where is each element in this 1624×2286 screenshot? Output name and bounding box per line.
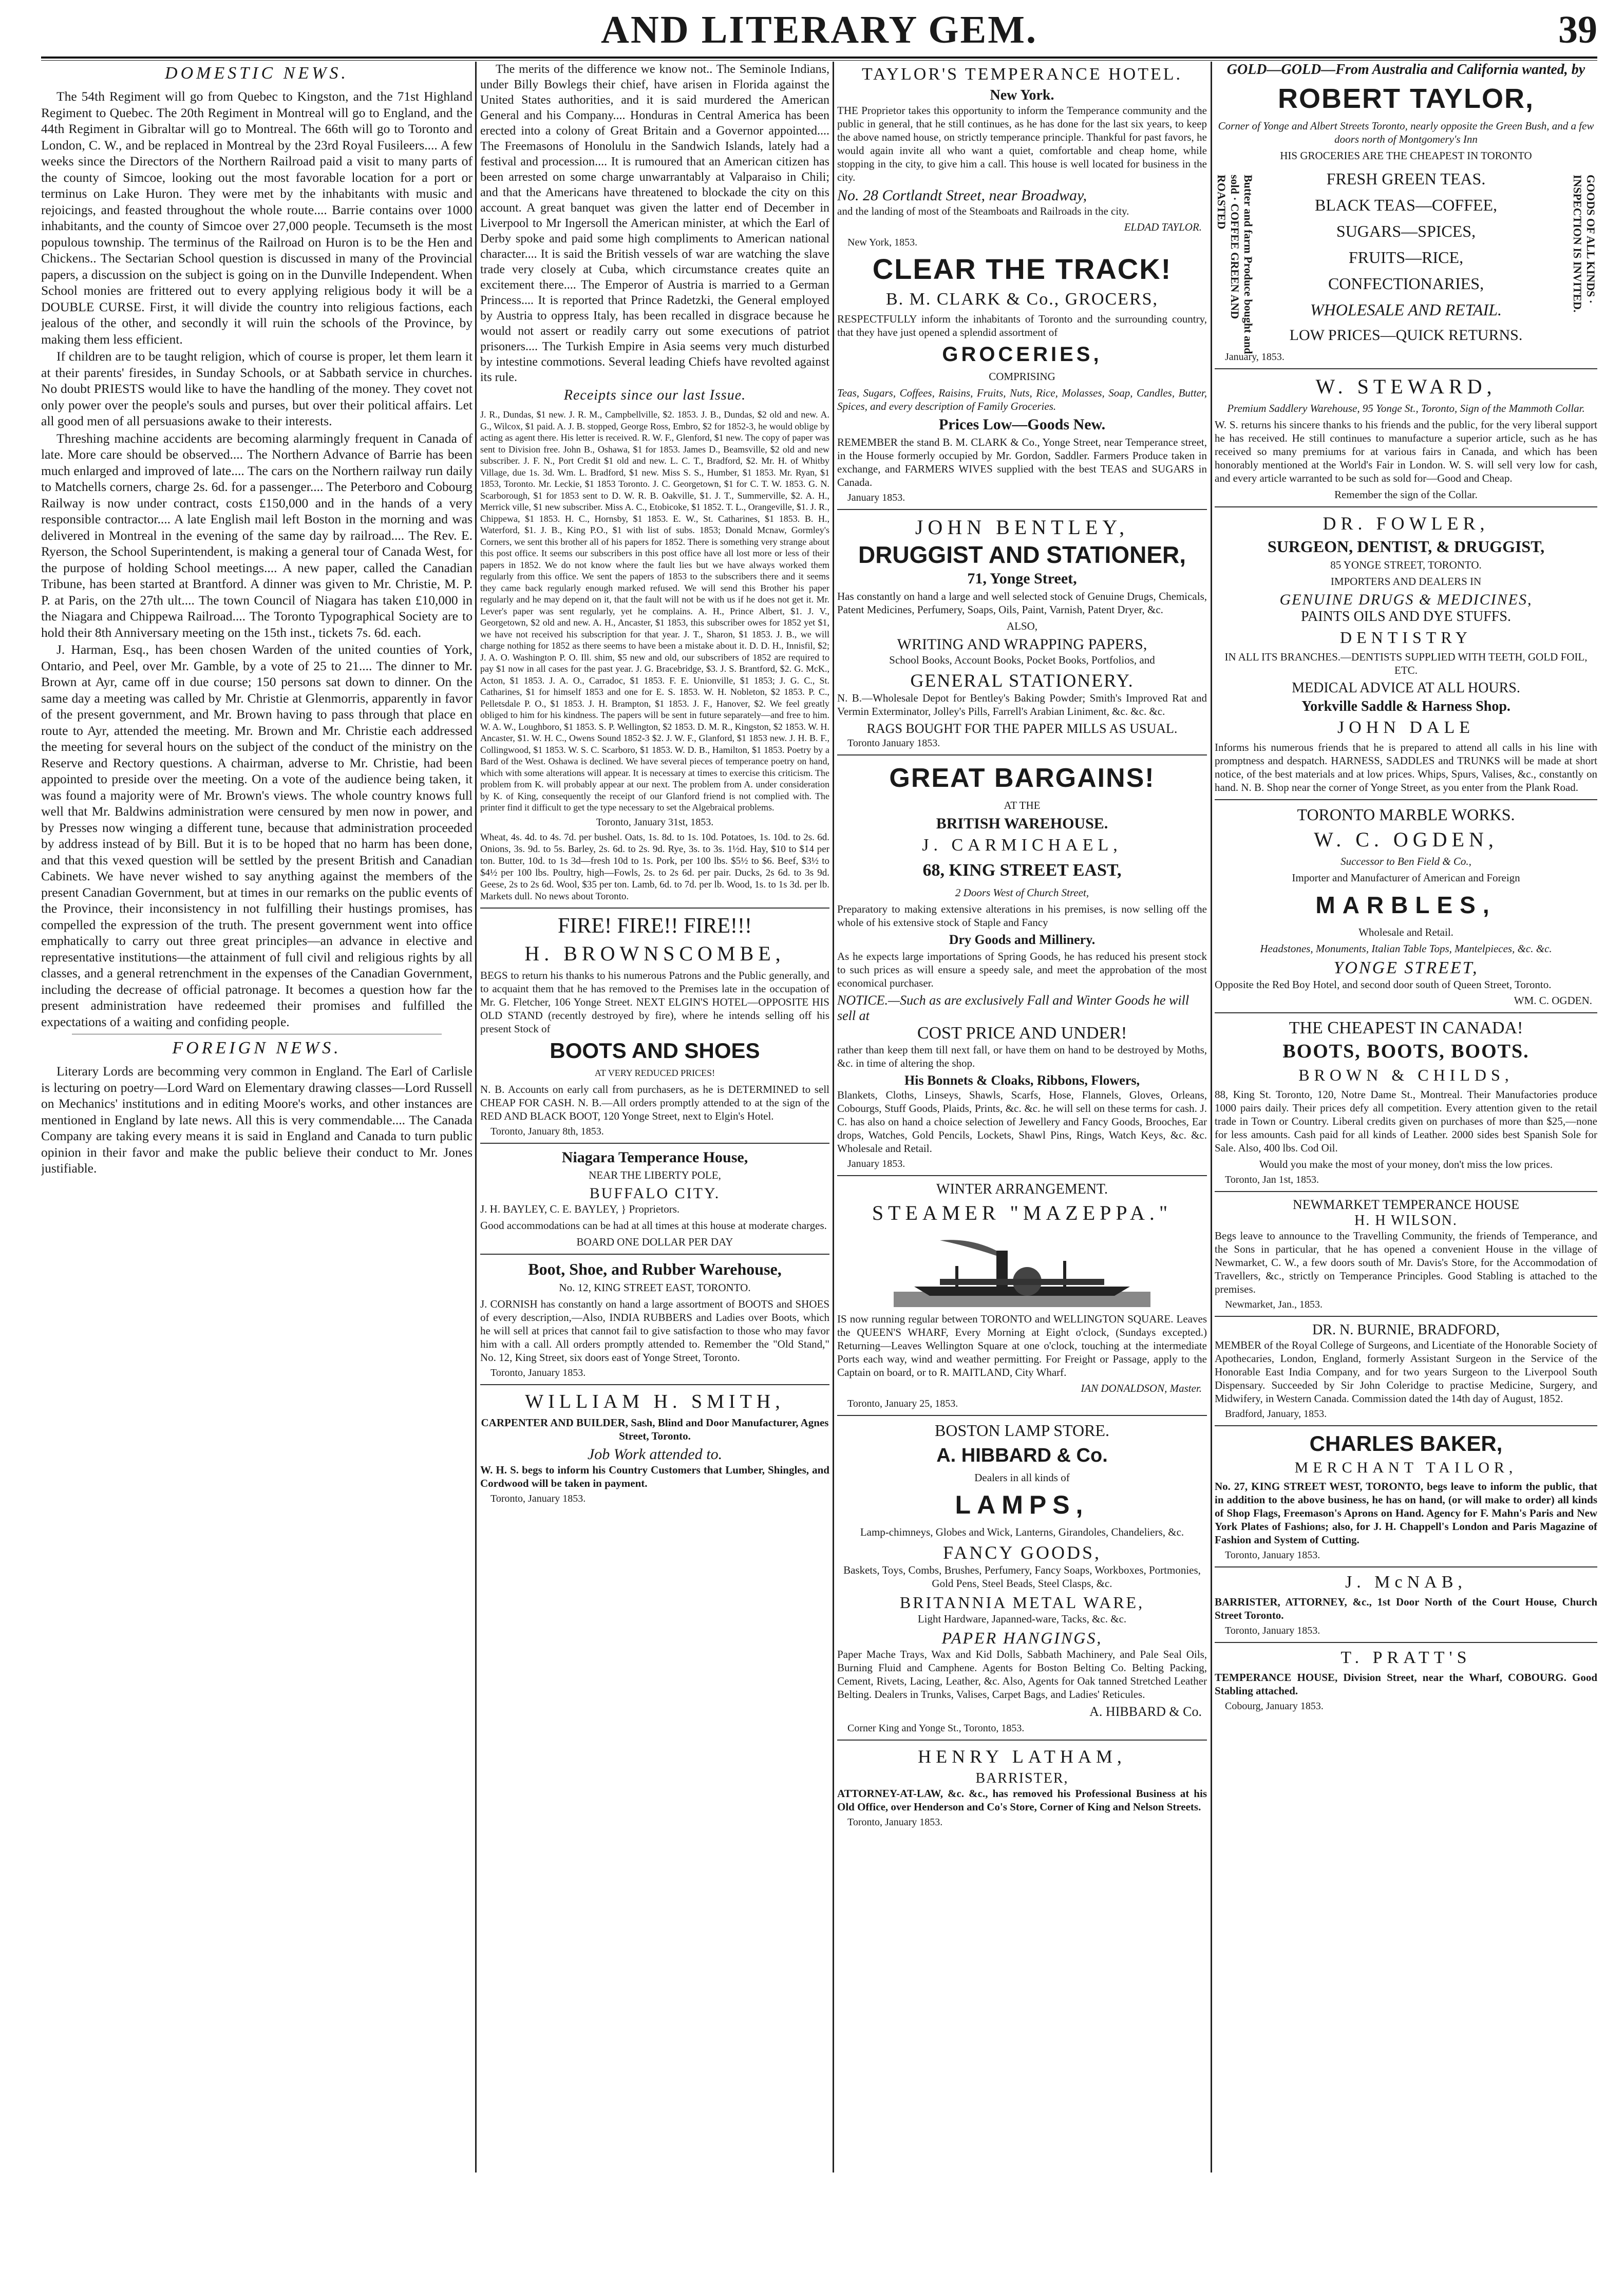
ad-date: Toronto, January 1853. (490, 1367, 586, 1378)
divider (1215, 1316, 1597, 1317)
ad-headline: LAMPS, (955, 1490, 1089, 1519)
ad-text: REMEMBER the stand B. M. CLARK & Co., Yonge Street, near Temperance street, in the House formerly occupied by Mr. Gordon, Saddler. Farmers Produce taken in exchange, and FARMERS WIVES supplied with the best TEAS and SUGARS in Canada. (837, 436, 1207, 488)
advertiser-name: CHARLES BAKER, (1309, 1431, 1503, 1456)
ad-address: YONGE STREET, (1333, 958, 1479, 977)
ad-text: W. S. returns his sincere thanks to his friends and the public, for the very liberal support he has received. He still continues to manufacture a superior article, such as he has received so many premiums for at various fairs in Canada, and which has been honorably mentioned at the World's Fair in London. W. S. will sell very low for cash, and every article warranted to be such as sold for—Good and Cheap. (1215, 419, 1597, 484)
ad-text: Paper Mache Trays, Wax and Kid Dolls, Sabbath Machinery, and Pale Seal Oils, Burning Fluid and Camphene. Agents for Boston Belting Co. Belting Packing, Cement, Rivets, Lacing, Leather, &c. Also, Agents for Oak tanned Stretched Leather Belting. Dealers in Trunks, Valises, Carpet Bags, and Ladies' Reticules. (837, 1648, 1207, 1701)
ad-proprietors: J. H. BAYLEY, C. E. BAYLEY, } Proprietors. (480, 1202, 680, 1215)
ad-city: BUFFALO CITY. (589, 1184, 721, 1202)
advertiser-name: J. McNAB, (1345, 1573, 1467, 1592)
ad-signature: ELDAD TAYLOR. (1124, 221, 1202, 233)
column-news-and-ads (480, 62, 829, 2172)
ad-subline: PAPER HANGINGS, (941, 1629, 1103, 1647)
advertiser-name: W. STEWARD, (1315, 375, 1497, 398)
side-text: GOODS OF ALL KINDS (1584, 175, 1597, 297)
ad-address: No. 28 Cortlandt Street, near Broadway, (837, 187, 1087, 204)
ad-subline: Wholesale and Retail. (1358, 926, 1453, 938)
ad-address: No. 12, KING STREET EAST, TORONTO. (559, 1281, 751, 1294)
divider (1215, 368, 1597, 369)
ad-text: TEMPERANCE HOUSE, Division Street, near the Wharf, COBOURG. Good Stabling attached. (1215, 1671, 1597, 1697)
header-rule-thin (41, 60, 1597, 61)
ad-subline: GENUINE DRUGS & MEDICINES, (1279, 591, 1533, 608)
product-line: CONFECTIONARIES, (1328, 274, 1484, 293)
ad-text: J. CORNISH has constantly on hand a large assortment of BOOTS and SHOES of every description,—Also, INDIA RUBBERS and Ladies over Boots, which he will sell at prices that cannot fail to give satisfaction to those who may favor him with a call. All orders promptly attended to. Remember the "Old Stand," No. 12, King Street, six doors east of Yonge Street, Toronto. (480, 1297, 829, 1364)
column-divider (833, 62, 834, 2172)
ad-text: Teas, Sugars, Coffees, Raisins, Fruits, Nuts, Rice, Molasses, Soap, Candles, Butter, Spices, and every description of Family Groceries. (837, 387, 1207, 412)
ad-date: Toronto, Jan 1st, 1853. (1225, 1174, 1319, 1185)
ad-subline: WRITING AND WRAPPING PAPERS, (897, 636, 1147, 653)
ad-text: Blankets, Cloths, Linseys, Shawls, Scarfs, Hose, Flannels, Gloves, Orleans, Cobourgs, Stuff Goods, Plaids, Prints, &c. &c. he will sell on these terms for cash. J. C. has also on hand a choice selection of Jewellery and Fancy Goods, Brooches, Ear drops, Watches, Gold Pencils, Lockets, Shawl Pins, Rings, Watch Keys, &c. &c. Wholesale and Retail. (837, 1089, 1207, 1155)
ad-subline: BOARD ONE DOLLAR PER DAY (576, 1235, 733, 1248)
ad-subline: Prices Low—Goods New. (938, 416, 1106, 433)
ad-signature: IAN DONALDSON, Master. (1081, 1382, 1202, 1394)
product-line: FRESH GREEN TEAS. (1326, 169, 1486, 188)
ad-text: and the landing of most of the Steamboats and Railroads in the city. (837, 205, 1129, 217)
column-divider (1211, 62, 1212, 2172)
ad-subline: IMPORTERS AND DEALERS IN (1330, 575, 1482, 588)
ad-date: Toronto, January 25, 1853. (847, 1398, 958, 1409)
ad-subline: NEAR THE LIBERTY POLE, (589, 1168, 721, 1181)
advertiser-name: B. M. CLARK & Co., GROCERS, (885, 290, 1159, 309)
ad-headline: DRUGGIST AND STATIONER, (858, 541, 1186, 568)
ad-subline: COST PRICE AND UNDER! (917, 1024, 1127, 1043)
divider (837, 1740, 1207, 1741)
page-number: 39 (1558, 8, 1597, 51)
ad-note: Remember the sign of the Collar. (1334, 488, 1478, 501)
ad-text: Preparatory to making extensive alterations in his premises, is now selling off the whole of his extensive stock of Staple and Fancy (837, 903, 1207, 929)
ad-subline: His Bonnets & Cloaks, Ribbons, Flowers, (904, 1073, 1140, 1088)
ad-text: BEGS to return his thanks to his numerous Patrons and the Public generally, and to acquaint them that he has removed to the Premises late in the occupation of Mr. G. Fletcher, 106 Yonge Street. NEXT ELGIN'S HOTEL—OPPOSITE HIS OLD STAND (recently destroyed by fire), where he intends selling off his present Stock of (480, 969, 829, 1035)
advertiser-name: J. CARMICHAEL, (922, 836, 1122, 855)
ad-date: Newmarket, Jan., 1853. (1225, 1299, 1323, 1310)
ad-date: January 1853. (847, 1158, 905, 1169)
ad-headline: MARBLES, (1315, 892, 1497, 918)
advertiser-name: WILLIAM H. SMITH, (525, 1390, 785, 1412)
page-header (41, 5, 1597, 56)
divider (1215, 506, 1597, 507)
ad-text: IS now running regular between TORONTO and WELLINGTON SQUARE. Leaves the QUEEN'S WHARF, Every Morning at Eight o'clock, (Sundays excepted.) Returning—Leaves Wellington Square at one o'clock, touching at the intermediate Ports each way, wind and weather permitting. For Freight or Passage, apply to the Captain on board, or to R. MAITLAND, City Wharf. (837, 1313, 1207, 1378)
divider (1215, 1566, 1597, 1567)
divider (1215, 1191, 1597, 1192)
markets-date: Toronto, January 31st, 1853. (596, 816, 714, 828)
ad-text: N. B.—Wholesale Depot for Bentley's Baking Powder; Smith's Improved Rat and Vermin Exterminator, Jolley's Pills, Farrell's Arabian Liniment, &c. &c. &c. (837, 692, 1207, 717)
ad-text: Light Hardware, Japanned-ware, Tacks, &c. &c. (917, 1613, 1127, 1625)
ad-text: No. 27, KING STREET WEST, TORONTO, begs leave to inform the public, that in addition to the above business, he has on hand, (or will make to order) all kinds of Shop Flags, Freemason's Aprons on Hand. Agency for F. Mahn's Paris and New York Plates of Fashions; also, for J. H. Chappell's London and Paris Magazine of Fashion and System of Cutting. (1215, 1480, 1597, 1546)
ad-text: rather than keep them till next fall, or have them on hand to be destroyed by Moths, &c. in time of altering the shop. (837, 1044, 1207, 1069)
ad-subline: Premium Saddlery Warehouse, 95 Yonge St., Toronto, Sign of the Mammoth Collar. (1227, 402, 1585, 414)
side-text-right: GOODS OF ALL KINDS · INSPECTION IS INVITED. (1571, 175, 1597, 313)
ad-headline: Yorkville Saddle & Harness Shop. (1301, 698, 1510, 714)
ad-date: Toronto, January 1853. (1225, 1625, 1320, 1636)
grocery-list-box (1215, 169, 1597, 354)
fire-headline: FIRE! FIRE!! FIRE!!! (558, 914, 752, 938)
ad-address: 71, Yonge Street, (967, 570, 1077, 587)
ad-subline: COMPRISING (989, 370, 1055, 383)
ad-headline: STEAMER "MAZEPPA." (872, 1201, 1173, 1224)
ad-text: W. H. S. begs to inform his Country Customers that Lumber, Shingles, and Cordwood will be taken in payment. (480, 1463, 829, 1489)
ad-subline: Dealers in all kinds of (974, 1471, 1070, 1484)
divider (837, 1175, 1207, 1176)
ad-headline: DENTISTRY (1340, 628, 1472, 647)
ad-address: Corner of Yonge and Albert Streets Toronto, nearly opposite the Green Bush, and a few doors north of Montgomery's Inn (1218, 120, 1594, 145)
ad-subline: BRITISH WAREHOUSE. (936, 815, 1108, 832)
ad-address: Corner King and Yonge St., Toronto, 1853. (847, 1723, 1025, 1734)
product-line: LOW PRICES—QUICK RETURNS. (1289, 327, 1523, 344)
news-paragraph: Threshing machine accidents are becoming alarmingly frequent in Canada of late. More care should be observed.... The Northern Advance of Barrie has been much enlarged and improved of late.... The cars on the Northern railway run daily to Matchells corners, charge 2s. 6d. for a passenger.... The Peterboro and Cobourg Railway is now under contract, costs £150,000 and in the hands of a very responsible contractor.... A late English mail left Boston in the morning and was delivered in Montreal in the evening of the same day by railroad.... The Rev. E. Ryerson, the School Superintendent, is making a general tour of Canada West, for the purpose of holding School meetings.... A new paper, called the Canadian Tribune, has been started at Brantford. A dinner was given to Mr. Christie, M. P. P. at Paris, on the 27th ult.... The town Council of Niagara has taken £10,000 in the Niagara and Chippewa Railroad.... The Toronto Typographical Society are to hold their 8th Anniversary meeting on the 15th inst., tickets 7s. 6d. each. (41, 430, 473, 640)
divider (1215, 1425, 1597, 1426)
divider (1215, 1642, 1597, 1643)
ad-headline: THE CHEAPEST IN CANADA! (1289, 1018, 1523, 1037)
news-paragraph: J. Harman, Esq., has been chosen Warden of the united counties of York, Ontario, and Peel, over Mr. Gamble, by a vote of 25 to 21.... The dinner to Mr. Brown at Ayr, came off in due course; 150 persons sat down to dinner. On the same day a meeting was called by Mr. Christie at Glenmorris, apparently in favor of the present government, and Mr. Brown having to pass through that place en route to Ayr, attended the meeting. Mr. Brown and Mr. Christie each addressed the meeting for several hours on the subject of the conduct of the ministry on the Reserve and Rectory questions. A chairman, adverse to Mr. Christie, had been appointed to preside over the meeting. On a vote of the audience being taken, it was found a majority were of Mr. Brown's views. The whole country knows full well that Mr. Baldwins administration were censured by men now in power, and by Presses now winging a different tune, because that administration proceeded by address instead of by Bill. But it is to be hoped that no harm has been done, and that this vexed question will be settled by the present British and Canadian Cabinets. We have never wished to say anything against the members of the present Canadian Government, but at times in our remarks on the public events of the Province, their inconsistency in not fulfilling their hustings promises, has compelled the expression of the truth. The present government went into office emphatically to carry out three great principles—an advance in elective and representative institutions—the attainment of full civil and religious rights by all classes, and a general retrenchment in the expenses of the Canadian Government, including the decrease of official patronage. It becomes a question how far the present administration have redeemed their promises and fulfilled the expectations of a waiting and confiding people. (41, 642, 473, 1029)
ad-text: Informs his numerous friends that he is prepared to attend all calls in his line with promptness and despatch. HARNESS, SADDLES and TRUNKS will be made at short notice, of the best materials and at low prices. Whips, Spurs, Valises, &c., constantly on hand. N. B. Shop near the corner of Yonge Street, as you enter from the Plank Road. (1215, 741, 1597, 794)
ad-text: As he expects large importations of Spring Goods, he has reduced his present stock to such prices as will ensure a speedy sale, and meet the approbation of the most economical purchaser. (837, 950, 1207, 989)
ad-headline: NEWMARKET TEMPERANCE HOUSE (1292, 1197, 1520, 1212)
ad-text: Lamp-chimneys, Globes and Wick, Lanterns, Girandoles, Chandeliers, &c. (860, 1526, 1184, 1538)
ad-date: Bradford, January, 1853. (1225, 1408, 1327, 1420)
ad-subline: GENERAL STATIONERY. (910, 670, 1134, 691)
ad-headline: TAYLOR'S TEMPERANCE HOTEL. (861, 65, 1183, 84)
ad-headline: SURGEON, DENTIST, & DRUGGIST, (1267, 537, 1545, 556)
ad-headline: GROCERIES, (942, 343, 1102, 366)
advertiser-name: H. BROWNSCOMBE, (524, 941, 785, 965)
ad-subline: Successor to Ben Field & Co., (1340, 855, 1471, 867)
ad-text: 88, King St. Toronto, 120, Notre Dame St., Montreal. Their Manufactories produce 1000 pairs daily. Their prices defy all competition. Every attention given to the retail trade in Town or Country. Liberal credits given on purchases of more than $25,—none for less amounts. Cash paid for all kinds of Leather. 2000 sides best Spanish Sole for Sale. Also, 400 lbs. Cod Oil. (1215, 1088, 1597, 1154)
ad-subline: CARPENTER AND BUILDER, Sash, Blind and Door Manufacturer, Agnes Street, Toronto. (481, 1416, 829, 1442)
receipts-list: J. R., Dundas, $1 new. J. R. M., Campbellville, $2. 1853. J. B., Dundas, $2 old and new. A. G., Wilcox, $1 paid. A. J. B. stopped, George Ross, Embro, $2 for 1852-3, he would oblige by acting as agent there. His letter is received. R. W. F., Glenford, $1 new. The copy of paper was sent to Division free. John B., Oshawa, $1 for 1853. James D., Beamsville, $2 old and new subscriber. J. F. N., Port Credit $1 old and new. L. C. T., Bradford, $2. Mr. H. of Whitby Village, due 1s. 3d. Wm. L. Bradford, $1 new. Miss S. S., Humber, $1 1853. Mr. Ryan, $1 1853, Toronto. Mr. Leckie, $1 1853 Toronto. J. C. Georgetown, $1 for C. T. W. 1853. G. N. Scarborough, $1 for 1853 sent to D. W. R. B. Oakville, $1. J. T., Summerville, $2. A. H., Merrick ville, $1 new subscriber. Miss A. C., Etobicoke, $1 1852. T. L., Orangeville, $1. J. R., Chippewa, $1 1853. H. C., Hornsby, $1 1853. E. W., St. Catharines, $1 1853. B. H., Waterford, $1. J. B., King P.O., $1 with list of subs. 1853; Donald Mcnaw, Gormley's Corners, we sent this brother all of his papers for 1852. There is something very strange about this post office. It seems our subscribers in this post office have all lost more or less of their papers in 1852. We do not know where the fault lies but we have always worked them regularly from this office. We sent the papers of 1853 to the subscribers there and it seems they came back regularly enough marked refused. We will send this Brother his paper regularly and he may depend on it, that the fault will not be with us if he does not get it. Mr. Lever's paper was sent regularly, yet he complains. A. H., Prince Albert, $1. J. V., Georgetown, $2 old and new. A. H., Ancaster, $1 1853, this subscriber owes for 1852 yet $1, we have not received his subscription for that year. J. T., Sharon, $1 1853. J. B., we will charge nothing for 1852 as there seems to have been a mistake about it. D. D. H., Innisfil, $2; J. A. O. Washington P. O. Ill. shim, $5 new and old, our subscribers of 1852 are required to pay $1 now in all cases for the past year. J. G. Bracebridge, $3. J. S. Brantford, $2. G. McK., Acton, $1 1853. J. A. O., Carradoc, $1 1853. F. E. Unionville, $1 1853; J. G. C., St. Catharines, $1 for himself 1853 and one for E. S. 1853. W. H. Nobleton, $2 1853. P. C., Pelletsdale P. O., $1 1853. J. H. Brampton, $1 1853. J. F., Hanover, $2. We feel greatly obliged to him for his kindness. The papers will be sent in future separately—and free to him. W. A. W., Loughboro, $1 1853. S. P. Wellington, $2 1853. D. M. R., Kingston, $2 1853. W. H. Ancaster, $1. W. H. C., Owens Sound 1852-3 $2. J. W. F., Glanford, $1 1853 new. J. H. B. F., Collingwood, $1 1853. W. S. C. Scarboro, $1 1853. W. D. B., Hamilton, $1 1853. Poetry by a Bard of the West. Oshawa is declined. We have several pieces of temperance poetry on hand, which with some alterations will appear. It is necessary at times to exercise this criticism. The problem from K. will probably appear at our next. The problem from A. under consideration by K. of King, consequently the receipt of our Glanford friend is not complied with. The printer find it difficult to get the type necessary to set the Algebraical problems. (480, 409, 829, 813)
ad-city: New York. (990, 87, 1054, 103)
ad-text: Opposite the Red Boy Hotel, and second door south of Queen Street, Toronto. (1215, 978, 1552, 991)
ad-text: Good accommodations can be had at all times at this house at moderate charges. (480, 1219, 827, 1232)
masthead-title: AND LITERARY GEM. (601, 8, 1037, 51)
ad-subline: WINTER ARRANGEMENT. (936, 1181, 1108, 1197)
product-line: FRUITS—RICE, (1348, 248, 1464, 267)
ad-text: Baskets, Toys, Combs, Brushes, Perfumery, Fancy Soaps, Workboxes, Portmonies, Gold Pens, Steel Beads, Steel Clasps, &c. (843, 1564, 1201, 1590)
ad-date: New York, 1853. (847, 237, 918, 248)
column-advertisements (837, 62, 1207, 2172)
ad-subline: Dry Goods and Millinery. (949, 932, 1096, 947)
ad-headline: GOLD—GOLD—From Australia and California wanted, by (1226, 62, 1585, 78)
steamship-illustration (894, 1230, 1150, 1307)
ad-headline: DR. N. BURNIE, BRADFORD, (1312, 1322, 1500, 1338)
advertiser-name: A. HIBBARD & Co. (936, 1445, 1108, 1466)
advertiser-name: ROBERT TAYLOR, (1277, 83, 1535, 114)
section-title-domestic: DOMESTIC NEWS. (165, 64, 349, 83)
advertiser-name: JOHN BENTLEY, (915, 516, 1129, 539)
news-paragraph: Literary Lords are becomming very common in England. The Earl of Carlisle is lecturing on poetry—Lord Ward on Elementary drawing classes—Lord Russell on Mechanics' institutions and in editing Moore's works, and other instances are mentioned in England by late news. All this is very commendable.... The Canada Company are taking every means it is said in England and Canada to turn public opinion in their favor and make the public believe their conduct to Mr. Jones justifiable. (41, 1064, 473, 1176)
advertiser-name: H. H WILSON. (1354, 1213, 1458, 1229)
ad-subline: PAINTS OILS AND DYE STUFFS. (1301, 609, 1511, 625)
ad-text: N. B. Accounts on early call from purchasers, as he is DETERMINED to sell CHEAP FOR CASH. N. B.—All orders promptly attended to at the sign of the RED AND BLACK BOOT, 120 Yonge Street, next to Elgin's Hotel. (480, 1083, 829, 1122)
ad-headline: BOOTS AND SHOES (550, 1038, 760, 1063)
ad-signature: WM. C. OGDEN. (1514, 994, 1592, 1007)
divider (480, 908, 829, 909)
ad-headline: GREAT BARGAINS! (889, 763, 1155, 793)
ad-date: Toronto, January 1853. (847, 1817, 943, 1828)
ad-date: Toronto, January 8th, 1853. (490, 1125, 604, 1137)
ad-subline: FANCY GOODS, (942, 1542, 1102, 1563)
ad-note: Would you make the most of your money, don't miss the low prices. (1259, 1158, 1553, 1170)
header-rule (41, 56, 1597, 59)
ad-subline: Headstones, Monuments, Italian Table Tops, Mantelpieces, &c. &c. (1260, 942, 1552, 955)
news-paragraph: The merits of the difference we know not.. The Seminole Indians, under Billy Bowlegs their chief, have arisen in Florida against the United States authorities, and it is said murdered the American General and his Company.... Honduras in Central America has been erected into a colony of Great Britain and a Governor appointed.... The Freemasons of Honolulu in the Sandwich Islands, lately had a festival and procession.... It is rumoured that an American citizen has been arrested on some charge unwarrantably at Valparaiso in Chili; and that the Americans have threatened to blockade the city on this account. A great banquet was given the latter end of December in Liverpool to Mr Ingersoll the American minister, at which the Earl of Derby spoke and paid some high compliments to American national character.... It is said the British vessels of war are watching the slave trade very closely at Cuba, which circumstance creates quite an excitement there.... The Emperor of Austria is married to a German Princess.... It is reported that Prince Radetzki, the General employed by Austria to oppress Italy, has been recalled in disgrace because he would not assert or readily carry out some executions of patriot prisoners.... The Turkish Empire in Asia seems very much disturbed by intestine commotions. Several leading Chiefs have revolted against its rule. (480, 63, 829, 384)
advertiser-name: DR. FOWLER, (1323, 513, 1489, 534)
ad-text: RESPECTFULLY inform the inhabitants of Toronto and the surrounding country, that they have just opened a splendid assortment of (837, 313, 1207, 338)
ad-headline: BOSTON LAMP STORE. (935, 1421, 1109, 1440)
ad-date: January 1853. (847, 492, 905, 503)
ad-text: Has constantly on hand a large and well selected stock of Genuine Drugs, Chemicals, Patent Medicines, Perfumery, Soaps, Oils, Paint, Varnish, Patent Dryer, &c. (837, 590, 1207, 616)
side-text-left: Butter and farm Produce bought and sold · COFFEE GREEN AND ROASTED (1215, 175, 1255, 354)
column-advertisements-right (1215, 62, 1597, 2172)
column-divider (475, 62, 477, 2172)
ad-address: 85 YONGE STREET, TORONTO. (1330, 559, 1482, 571)
ad-subline: HIS GROCERIES ARE THE CHEAPEST IN TORONTO (1280, 149, 1532, 162)
column-domestic (41, 62, 473, 2172)
ad-date: Cobourg, January 1853. (1225, 1701, 1324, 1712)
ad-text: MEMBER of the Royal College of Surgeons, and Licentiate of the Honorable Society of Apothecaries, London, England, formerly Assistant Surgeon in the Service of the Honorable East India Company, and for two years Surgeon to the Liverpool South Dispensary. Succeeded by Sir John Coleridge to practise Medicine, Surgery, and Midwifery, in Western Canada. Commission dated the 14th day of August, 1852. (1215, 1339, 1597, 1405)
ad-date: Toronto January 1853. (847, 738, 940, 749)
ad-subline: AT THE (1004, 799, 1041, 811)
ad-subline: Job Work attended to. (587, 1445, 723, 1463)
ad-headline: CLEAR THE TRACK! (872, 253, 1172, 285)
divider (1215, 799, 1597, 800)
news-paragraph: The 54th Regiment will go from Quebec to Kingston, and the 71st Highland Regiment to Quebec. The 20th Regiment in Montreal will go to England, and the 44th Regiment in Gibraltar will go to Montreal. The 66th will go to Toronto and London, C. W., and be replaced in Montreal by the 23rd Royal Fusileers.... A few weeks since the Directors of the Northern Railroad paid a visit to many parts of the county of Simcoe, looking out the most favorable location for a port or terminus on Lake Huron. They were met by the inhabitants with music and rejoicings, and feasted throughout the whole route.... Barrie contains over 1000 inhabitants, and the county of Simcoe over 27,000 people. Tecumseth is the most populous township. The terminus of the Railroad on Huron is to be the Hen and Chickens.. The Sectarian School question is discussed in many of the Provincial papers, a discussion on the subject is going on in the Dunville Independent. When School monies are frittered out to every applying religious body it will be a DOUBLE CURSE. First, it will divide the country into religious factions, each jealous of the other, and secondly it will ruin the schools of the Province, by making them less efficient. (41, 89, 473, 347)
divider (480, 1254, 829, 1255)
side-text: COFFEE GREEN AND ROASTED (1215, 175, 1241, 319)
divider (837, 1415, 1207, 1416)
ad-date: January, 1853. (1225, 351, 1285, 363)
ad-headline: TORONTO MARBLE WORKS. (1297, 805, 1515, 824)
ad-address: 68, KING STREET EAST, (922, 861, 1122, 880)
advertiser-name: HENRY LATHAM, (918, 1746, 1126, 1767)
ad-headline: Boot, Shoe, and Rubber Warehouse, (528, 1259, 782, 1278)
divider (837, 509, 1207, 510)
divider (480, 1143, 829, 1144)
ad-date: Toronto, January 1853. (1225, 1550, 1320, 1561)
receipts-title: Receipts since our last Issue. (563, 387, 746, 403)
ad-subline: MERCHANT TAILOR, (1294, 1459, 1518, 1476)
ad-subline: RAGS BOUGHT FOR THE PAPER MILLS AS USUAL. (866, 721, 1178, 736)
advertiser-name: W. C. OGDEN, (1314, 828, 1498, 851)
side-text: INSPECTION IS INVITED. (1571, 175, 1584, 313)
ad-subline: ALSO, (1006, 620, 1038, 632)
ad-subline: Importer and Manufacturer of American and Foreign (1292, 872, 1520, 884)
advertiser-name: T. PRATT'S (1340, 1648, 1471, 1667)
ad-address: 2 Doors West of Church Street, (955, 886, 1089, 899)
ad-subline: IN ALL ITS BRANCHES.—DENTISTS SUPPLIED WITH TEETH, GOLD FOIL, ETC. (1224, 651, 1588, 676)
advertiser-name: BROWN & CHILDS, (1298, 1066, 1514, 1084)
ad-text: BARRISTER, ATTORNEY, &c., 1st Door North of the Court House, Church Street Toronto. (1215, 1596, 1597, 1621)
advertiser-name: JOHN DALE (1337, 718, 1475, 737)
ad-headline: Niagara Temperance House, (561, 1148, 748, 1166)
ad-subline: BRITANNIA METAL WARE, (899, 1593, 1145, 1612)
ad-text: Begs leave to announce to the Travelling Community, the friends of Temperance, and the Sons in particular, that he has opened a convenient House in the village of Newmarket, C. W., a few doors south of Mr. Davis's Store, for the Accommodation of Travellers, &c., strictly on Temperance Principles. Good Stabling is attached to the premises. (1215, 1230, 1597, 1295)
section-title-foreign: FOREIGN NEWS. (172, 1038, 342, 1057)
ad-date: Toronto, January 1853. (490, 1492, 586, 1504)
product-line: BLACK TEAS—COFFEE, (1314, 196, 1497, 214)
product-line: WHOLESALE AND RETAIL. (1310, 300, 1502, 319)
ad-subline: AT VERY REDUCED PRICES! (594, 1067, 715, 1078)
side-text: Butter and farm Produce bought and sold (1229, 175, 1255, 354)
ad-text: ATTORNEY-AT-LAW, &c. &c., has removed his Professional Business at his Old Office, over Henderson and Co's Store, Corner of King and Nelson Streets. (837, 1787, 1207, 1813)
news-paragraph: If children are to be taught religion, which of course is proper, let them learn it at their parents' firesides, in Sunday Schools, or at Sabbath service in churches. No doubt PRIESTS would like to have the handling of the money. They covet not only power over the people's souls and purses, but over their political affairs. Let all good men of all persuasions awake to their interests. (41, 349, 473, 428)
divider (1215, 1012, 1597, 1013)
divider (837, 754, 1207, 755)
ad-headline: BOOTS, BOOTS, BOOTS. (1282, 1041, 1529, 1062)
ad-signature: A. HIBBARD & Co. (1089, 1704, 1202, 1719)
ad-notice: NOTICE.—Such as are exclusively Fall and Winter Goods he will sell at (837, 993, 1189, 1023)
markets-report: Wheat, 4s. 4d. to 4s. 7d. per bushel. Oats, 1s. 8d. to 1s. 10d. Potatoes, 1s. 10d. to 2s. 6d. Onions, 3s. 9d. to 5s. Barley, 2s. 6d. to 2s. 9d. Rye, 3s. to 3s. 1½d. Hay, $10 to $14 per ton. Butter, 10d. to 1s 3d—fresh 10d to 1s. Pork, per 100 lbs. $5½ to $6. Beef, $3½ to $4½ per 100 lbs. Poultry, high—Fowls, 2s. to 2s 6d. per pair. Ducks, 2s 6d. to 3s 9d. Geese, 2s to 2s 6d. Wool, $35 per ton. Lamb, 6d. to 7d. per lb. Wood, 1s. to 1s 3d. per lb. Markets dull. No news about Toronto. (480, 832, 829, 902)
ad-text: THE Proprietor takes this opportunity to inform the Temperance community and the public in general, that he still continues, as he has done for the last six years, to keep the above named house, on strictly temperance principle. Thankful for past favors, he would again invite all who want a quiet, comfortable and cheap home, while stopping in the city, to give him a call. This house is well located for business in the city. (837, 104, 1207, 183)
ad-subline: BARRISTER, (975, 1770, 1069, 1786)
product-line: SUGARS—SPICES, (1336, 222, 1476, 240)
divider (480, 1384, 829, 1385)
ad-subline: School Books, Account Books, Pocket Books, Portfolios, and (889, 654, 1155, 666)
ad-subline: MEDICAL ADVICE AT ALL HOURS. (1292, 680, 1520, 696)
